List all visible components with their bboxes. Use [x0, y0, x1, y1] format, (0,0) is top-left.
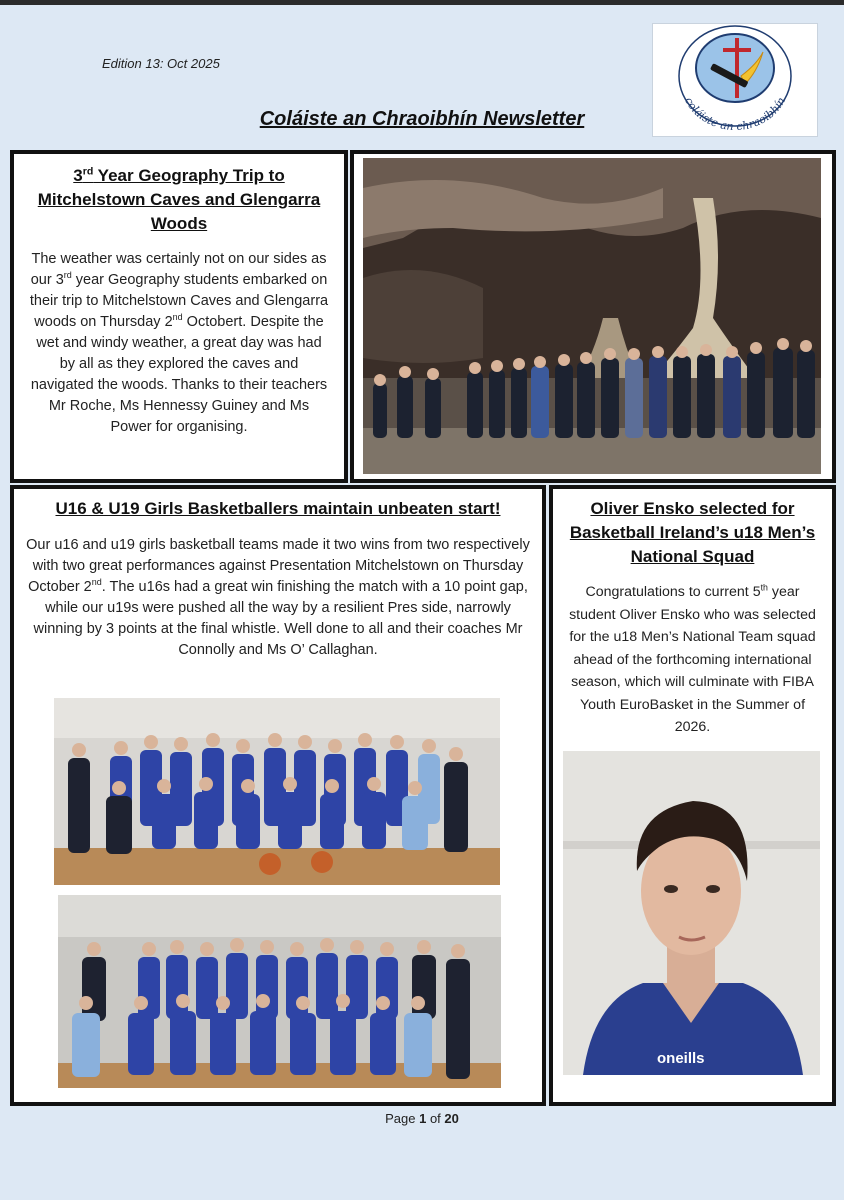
edition-label: Edition 13: Oct 2025: [102, 56, 220, 71]
u16-team-photo: [54, 698, 500, 885]
geography-trip-article: [10, 150, 348, 483]
page-number: Page 1 of 20: [385, 1111, 459, 1126]
oliver-ensko-body: Congratulations to current 5th year student Oliver Ensko who was selected for the u18 Men’s National Team squad ahead of the forthcoming international season, which will culminate with FIBA Youth EuroBasket in the Summer of 2026.: [569, 582, 816, 735]
geography-trip-body: The weather was certainly not on our sides as our 3rd year Geography students embarked on their trip to Mitchelstown Caves and Glengarra woods on Thursday 2nd Octobert. Despite the wet and windy weather, a great day was had by all as they explored the caves and navigated the woods. Thanks to their teachers Mr Roche, Ms Hennessy Guiney and Ms Power for organising.: [29, 251, 329, 435]
newsletter-title: Coláiste an Chraoibhín Newsletter: [259, 108, 585, 130]
oliver-ensko-photo: [563, 751, 820, 1075]
cave-group-photo: [363, 158, 821, 474]
girls-basketball-heading: U16 & U19 Girls Basketballers maintain unbeaten start!: [55, 499, 501, 518]
girls-basketball-body: Our u16 and u19 girls basketball teams made it two wins from two respectively with two great performances against Presentation Mitchelstown on Thursday October 2nd. The u16s had a great win finishing the match with a 10 point gap, while our u19s were pushed all the way by a resilient Pres side, narrowly winning by 3 points at the final whistle. Well done to all and their coaches Mr Connolly and Ms O’ Callaghan.: [26, 537, 530, 658]
oliver-ensko-heading: Oliver Ensko selected for Basketball Ireland’s u18 Men’s National Squad: [569, 499, 816, 566]
top-rule: [0, 0, 844, 5]
jersey-brand-text: oneills: [657, 1050, 705, 1067]
logo-ring-text: coláiste an chraoibhín: [682, 94, 788, 134]
geography-trip-heading: 3rd Year Geography Trip to Mitchelstown Caves and Glengarra Woods: [37, 165, 321, 233]
u19-team-photo: [58, 895, 501, 1088]
